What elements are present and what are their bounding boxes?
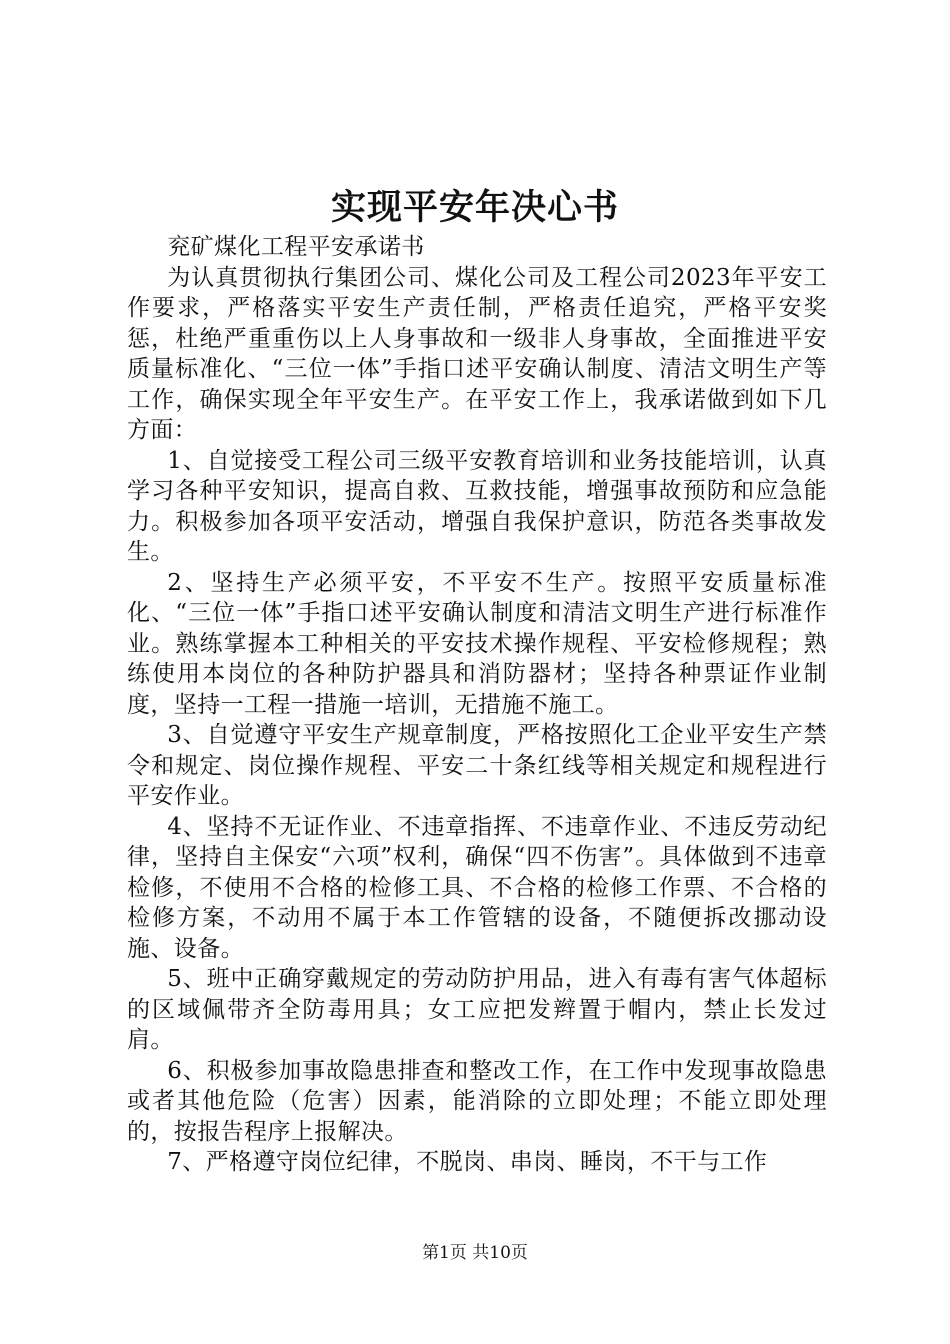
paragraph-item-4: 4、坚持不无证作业、不违章指挥、不违章作业、不违反劳动纪律，坚持自主保安“六项”权利，确保“四不伤害”。具体做到不违章检修，不使用不合格的检修工具、不合格的检修工作票、不合格的检修方案，不动用不属于本工作管辖的设备，不随便拆改挪动设施、设备。	[127, 813, 827, 962]
paragraph-subtitle: 兖矿煤化工程平安承诺书	[167, 234, 425, 260]
page-number-footer: 第1页 共10页	[422, 1243, 528, 1263]
paragraph-item-5: 5、班中正确穿戴规定的劳动防护用品，进入有毒有害气体超标的区域佩带齐全防毒用具；女工应把发辫置于帽内，禁止长发过肩。	[127, 966, 827, 1053]
paragraph-item-1: 1、自觉接受工程公司三级平安教育培训和业务技能培训，认真学习各种平安知识，提高自救、互救技能，增强事故预防和应急能力。积极参加各项平安活动，增强自我保护意识，防范各类事故发生。	[127, 447, 827, 565]
paragraph-item-2: 2、坚持生产必须平安，不平安不生产。按照平安质量标准化、“三位一体”手指口述平安确认制度和清洁文明生产进行标准作业。熟练掌握本工种相关的平安技术操作规程、平安检修规程；熟练使用本岗位的各种防护器具和消防器材；坚持各种票证作业制度，坚持一工程一措施一培训，无措施不施工。	[127, 569, 827, 718]
paragraph-item-3: 3、自觉遵守平安生产规章制度，严格按照化工企业平安生产禁令和规定、岗位操作规程、平安二十条红线等相关规定和规程进行平安作业。	[127, 722, 827, 809]
paragraph-item-6: 6、积极参加事故隐患排查和整改工作，在工作中发现事故隐患或者其他危险（危害）因素，能消除的立即处理；不能立即处理的，按报告程序上报解决。	[127, 1057, 827, 1145]
paragraph-item-7: 7、严格遵守岗位纪律，不脱岗、串岗、睡岗，不干与工作	[167, 1149, 768, 1175]
paragraph-intro: 为认真贯彻执行集团公司、煤化公司及工程公司2023年平安工作要求，严格落实平安生产责任制，严格责任追究，严格平安奖惩，杜绝严重重伤以上人身事故和一级非人身事故，全面推进平安质量标准化、“三位一体”手指口述平安确认制度、清洁文明生产等工作，确保实现全年平安生产。在平安工作上，我承诺做到如下几方面：	[127, 264, 827, 443]
document-body	[127, 232, 827, 1178]
document-title: 实现平安年决心书	[330, 187, 619, 228]
